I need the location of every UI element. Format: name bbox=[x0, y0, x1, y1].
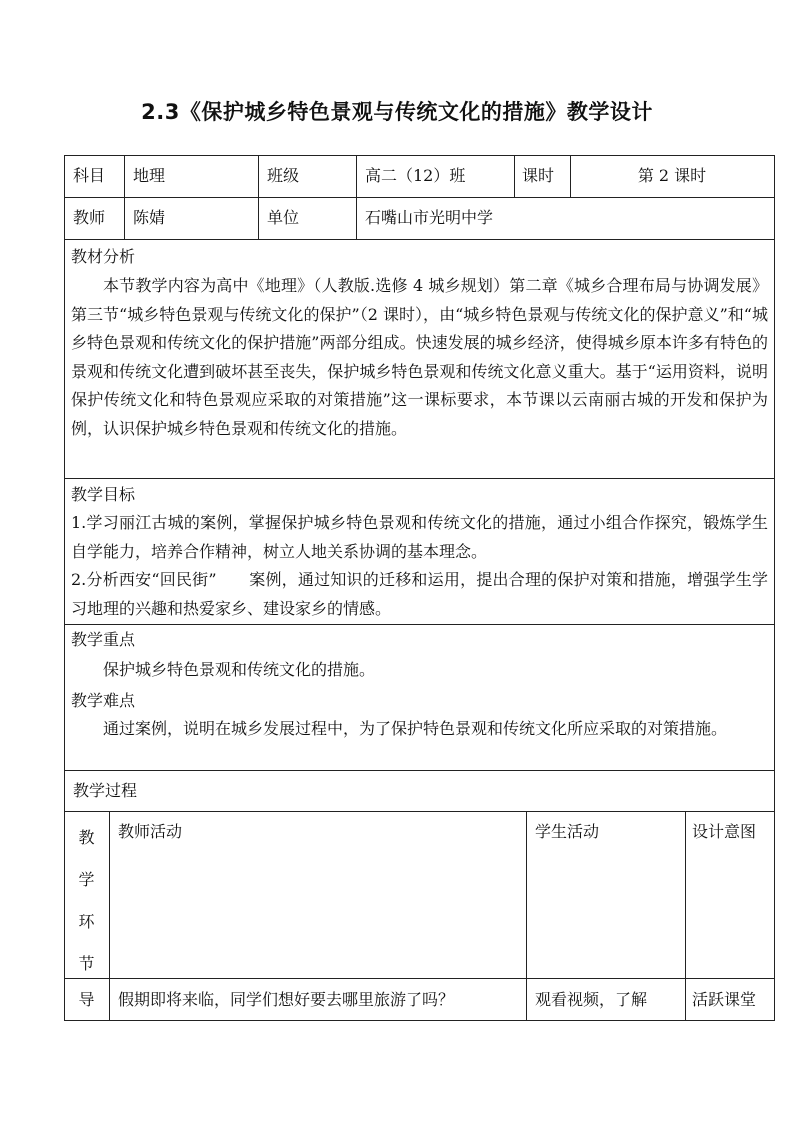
class-label: 班级 bbox=[267, 166, 300, 185]
objectives-section bbox=[71, 481, 768, 623]
teacher-value: 陈婧 bbox=[133, 208, 166, 227]
stage-column-header bbox=[64, 817, 109, 985]
analysis-heading: 教材分析 bbox=[71, 247, 136, 266]
period-value: 第 2 课时 bbox=[637, 166, 707, 185]
stage-cell: 导 bbox=[78, 990, 95, 1009]
analysis-section bbox=[71, 243, 768, 443]
objective-item-2: 2.分析西安“回民街” 案例，通过知识的迁移和运用，提出合理的保护对策和措施，增强学生学习地理的兴趣和热爱家乡、建设家乡的情感。 bbox=[71, 570, 768, 618]
student-activity-cell: 观看视频，了解 bbox=[535, 990, 648, 1009]
stage-char: 节 bbox=[78, 954, 95, 973]
teacher-activity-header: 教师活动 bbox=[118, 822, 183, 841]
objective-item-1: 1.学习丽江古城的案例，掌握保护城乡特色景观和传统文化的措施，通过小组合作探究，锻炼学生自学能力，培养合作精神，树立人地关系协调的基本理念。 bbox=[71, 513, 768, 561]
stage-char: 环 bbox=[78, 912, 95, 931]
unit-value: 石嘴山市光明中学 bbox=[365, 208, 494, 227]
key-points-section bbox=[71, 626, 768, 743]
key-points-body: 保护城乡特色景观和传统文化的措施。 bbox=[103, 660, 376, 679]
key-points-heading: 教学重点 bbox=[71, 630, 136, 649]
difficulty-body: 通过案例，说明在城乡发展过程中，为了保护特色景观和传统文化所应采取的对策措施。 bbox=[103, 718, 728, 738]
difficulty-heading: 教学难点 bbox=[71, 690, 136, 710]
design-intent-cell: 活跃课堂 bbox=[692, 990, 757, 1009]
analysis-body: 本节教学内容为高中《地理》（人教版.选修 4 城乡规划）第二章《城乡合理布局与协调发展》第三节“城乡特色景观与传统文化的保护”（2 课时），由“城乡特色景观与传统文化的保护意义”和“城乡特色景观和传统文化的保护措施”两部分组成。快速发展的城乡经济，使得城乡原本许多有特色的景观和传统文化遭到破坏甚至丧失，保护城乡特色景观和传统文化意义重大。基于“运用资料，说明保护传统文化和特色景观应采取的对策措施”这一课标要求，本节课以云南丽古城的开发和保护为例，认识保护城乡特色景观和传统文化的措施。 bbox=[71, 276, 768, 438]
unit-label: 单位 bbox=[267, 208, 300, 227]
student-activity-header: 学生活动 bbox=[535, 822, 600, 841]
subject-value: 地理 bbox=[133, 166, 166, 185]
page-title: 2.3《保护城乡特色景观与传统文化的措施》教学设计 bbox=[141, 100, 653, 124]
stage-char: 学 bbox=[78, 870, 95, 889]
subject-label: 科目 bbox=[73, 166, 106, 185]
objectives-heading: 教学目标 bbox=[71, 485, 136, 504]
class-value: 高二（12）班 bbox=[365, 166, 466, 185]
stage-char: 教 bbox=[78, 828, 95, 847]
teacher-label: 教师 bbox=[73, 208, 106, 227]
process-heading: 教学过程 bbox=[73, 781, 138, 800]
period-label: 课时 bbox=[522, 166, 555, 185]
teacher-activity-cell: 假期即将来临，同学们想好要去哪里旅游了吗？ bbox=[118, 990, 455, 1009]
design-intent-header: 设计意图 bbox=[692, 822, 757, 841]
